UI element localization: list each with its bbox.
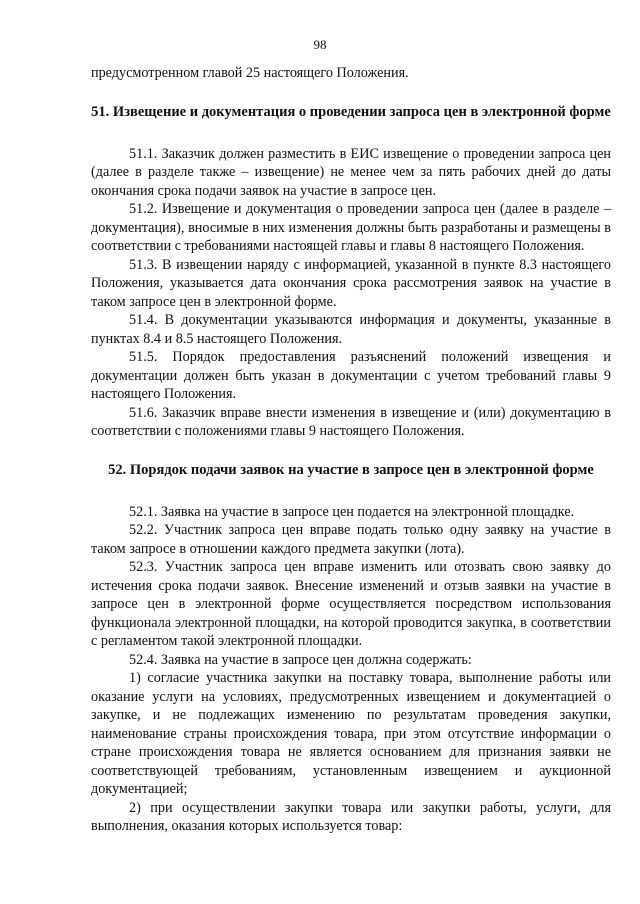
paragraph-51-5: 51.5. Порядок предоставления разъяснений положений извещения и документации должен быть указан в документации с учетом требований главы 9 настоящего Положения. <box>91 349 611 402</box>
intro-line: предусмотренном главой 25 настоящего Положения. <box>91 65 409 81</box>
paragraph-52-2: 52.2. Участник запроса цен вправе подать только одну заявку на участие в таком запросе в отношении каждого предмета закупки (лота). <box>91 522 611 557</box>
paragraph-51-4: 51.4. В документации указываются информация и документы, указанные в пунктах 8.4 и 8.5 настоящего Положения. <box>91 312 611 347</box>
paragraph-51-2: 51.2. Извещение и документация о проведении запроса цен (далее в разделе – документация), вносимые в них изменения должны быть разработаны и размещены в соответствии с требованиями настоящей главы и главы 8 настоящего Положения. <box>91 201 611 254</box>
paragraph-51-6: 51.6. Заказчик вправе внести изменения в извещение и (или) документацию в соответствии с положениями главы 9 настоящего Положения. <box>91 404 611 439</box>
paragraph-51-3: 51.3. В извещении наряду с информацией, указанной в пункте 8.3 настоящего Положения, указывается дата окончания срока рассмотрения заявок на участие в таком запросе цен в электронной форме. <box>91 256 611 310</box>
page-number: 98 <box>313 37 327 52</box>
paragraph-52-3: 52.3. Участник запроса цен вправе изменить или отозвать свою заявку до истечения срока подачи заявок. Внесение изменений и отзыв заявки на участие в запросе цен в электронной форме осуществляется посредством использования функционала электронной площадки, на которой проводится закупка, в соответствии с регламентом такой электронной площадки. <box>91 559 611 649</box>
list-item-52-4-1: 1) согласие участника закупки на поставку товара, выполнение работы или оказание услуги на условиях, предусмотренных извещением и документацией о закупке, и не подлежащих изменению по результатам проведения закупки, наименование страны происхождения товара, при этом отсутствие информации о стране происхождения товара не является основанием для признания заявки не соответствующей требованиям, установленным извещением и аукционной документацией; <box>91 670 611 797</box>
section-51-heading: 51. Извещение и документация о проведении запроса цен в электронной форме <box>91 103 611 120</box>
document-body <box>91 64 611 836</box>
list-item-52-4-2: 2) при осуществлении закупки товара или закупки работы, услуги, для выполнения, оказания которых используется товар: <box>91 799 611 834</box>
paragraph-52-1: 52.1. Заявка на участие в запросе цен подается на электронной площадке. <box>129 503 575 520</box>
paragraph-52-4: 52.4. Заявка на участие в запросе цен должна содержать: <box>129 651 472 668</box>
section-52-heading: 52. Порядок подачи заявок на участие в запросе цен в электронной форме <box>108 461 594 478</box>
paragraph-51-1: 51.1. Заказчик должен разместить в ЕИС извещение о проведении запроса цен (далее в разделе также – извещение) не менее чем за пять рабочих дней до даты окончания срока подачи заявок на участие в запросе цен. <box>91 145 611 199</box>
